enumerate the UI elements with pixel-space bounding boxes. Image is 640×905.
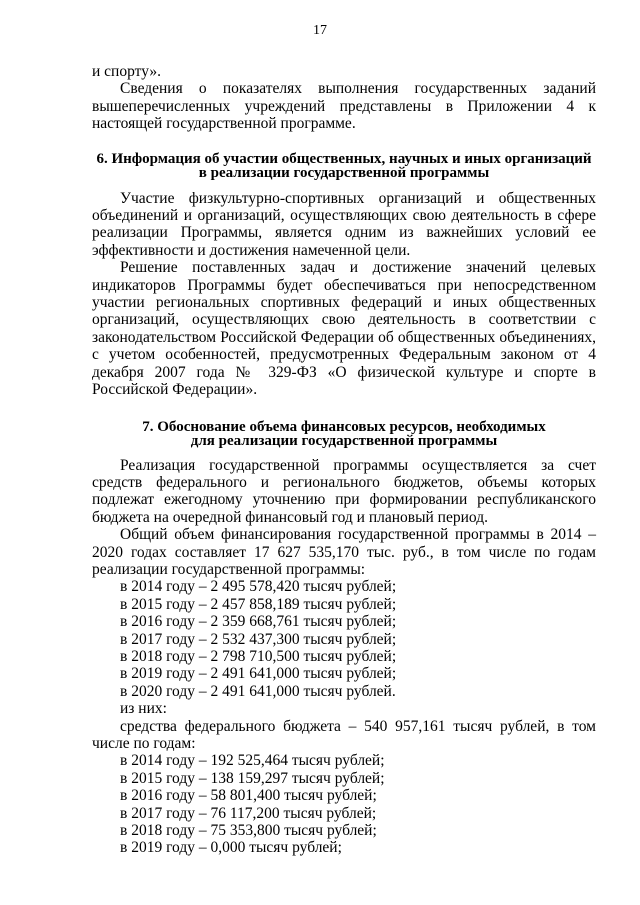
section-7-title bbox=[92, 420, 596, 448]
list-item: в 2014 году – 2 495 578,420 тысяч рублей; bbox=[120, 578, 397, 596]
list-item: в 2019 году – 2 491 641,000 тысяч рублей; bbox=[120, 665, 397, 683]
federal-by-year-list bbox=[92, 752, 596, 856]
section-7-paragraph-2: Общий объем финансирования государственной программы в 2014 – 2020 годах составляет 17 627 535,170 тыс. руб., в том числе по годам реализации государственной программы: bbox=[92, 526, 596, 578]
section-6-paragraph-1: Участие физкультурно-спортивных организаций и общественных объединений и организаций, осуществляющих свою деятельность в сфере реализации Программы, является одним из важнейших условий ее эффективности и достижения намеченной цели. bbox=[92, 189, 596, 259]
list-item: в 2015 году – 138 159,297 тысяч рублей; bbox=[120, 769, 385, 787]
section-6-title-line-2: в реализации государственной программы bbox=[198, 164, 490, 181]
federal-budget-paragraph: средства федерального бюджета – 540 957,161 тысяч рублей, в том числе по годам: bbox=[92, 717, 596, 752]
list-item: в 2018 году – 2 798 710,500 тысяч рублей; bbox=[120, 647, 397, 665]
list-item: в 2015 году – 2 457 858,189 тысяч рублей; bbox=[120, 595, 397, 613]
section-7-title-line-2: для реализации государственной программы bbox=[190, 432, 498, 449]
list-item: в 2017 году – 76 117,200 тысяч рублей; bbox=[120, 804, 377, 822]
total-by-year-list bbox=[92, 578, 596, 717]
of-them-label: из них: bbox=[120, 700, 167, 718]
intro-paragraph: Сведения о показателях выполнения государственных заданий вышеперечисленных учреждений представлены в Приложении 4 к настоящей государственной программе. bbox=[92, 80, 596, 133]
list-item: в 2018 году – 75 353,800 тысяч рублей; bbox=[120, 822, 377, 840]
list-item: в 2017 году – 2 532 437,300 тысяч рублей; bbox=[120, 630, 397, 648]
section-6-title bbox=[92, 152, 596, 180]
section-7-title-line-1: 7. Обоснование объема финансовых ресурсов, необходимых bbox=[142, 418, 546, 435]
page-content bbox=[92, 63, 596, 857]
list-item: в 2016 году – 2 359 668,761 тысяч рублей; bbox=[120, 613, 397, 631]
list-item: в 2014 году – 192 525,464 тысяч рублей; bbox=[120, 752, 385, 770]
intro-continuation: и спорту». bbox=[92, 63, 161, 80]
list-item: в 2020 году – 2 491 641,000 тысяч рублей. bbox=[120, 682, 396, 700]
list-item: в 2019 году – 0,000 тысяч рублей; bbox=[120, 839, 342, 857]
list-item: в 2016 году – 58 801,400 тысяч рублей; bbox=[120, 787, 377, 805]
section-7-paragraph-1: Реализация государственной программы осуществляется за счет средств федерального и регионального бюджетов, объемы которых подлежат ежегодному уточнению при формировании республиканского бюджета на очередной финансовый год и плановый период. bbox=[92, 456, 596, 526]
page-number: 17 bbox=[313, 23, 327, 38]
section-6-title-line-1: 6. Информация об участии общественных, научных и иных организаций bbox=[96, 150, 592, 167]
section-6-paragraph-2: Решение поставленных задач и достижение значений целевых индикаторов Программы будет обеспечиваться при непосредственном участии региональных спортивных федераций и иных общественных организаций, осуществляющих свою деятельность в соответствии с законодательством Российской Федерации об общественных объединениях, с учетом особенностей, предусмотренных Федеральным законом от 4 декабря 2007 года № 329-ФЗ «О физической культуре и спорте в Российской Федерации». bbox=[92, 259, 596, 399]
